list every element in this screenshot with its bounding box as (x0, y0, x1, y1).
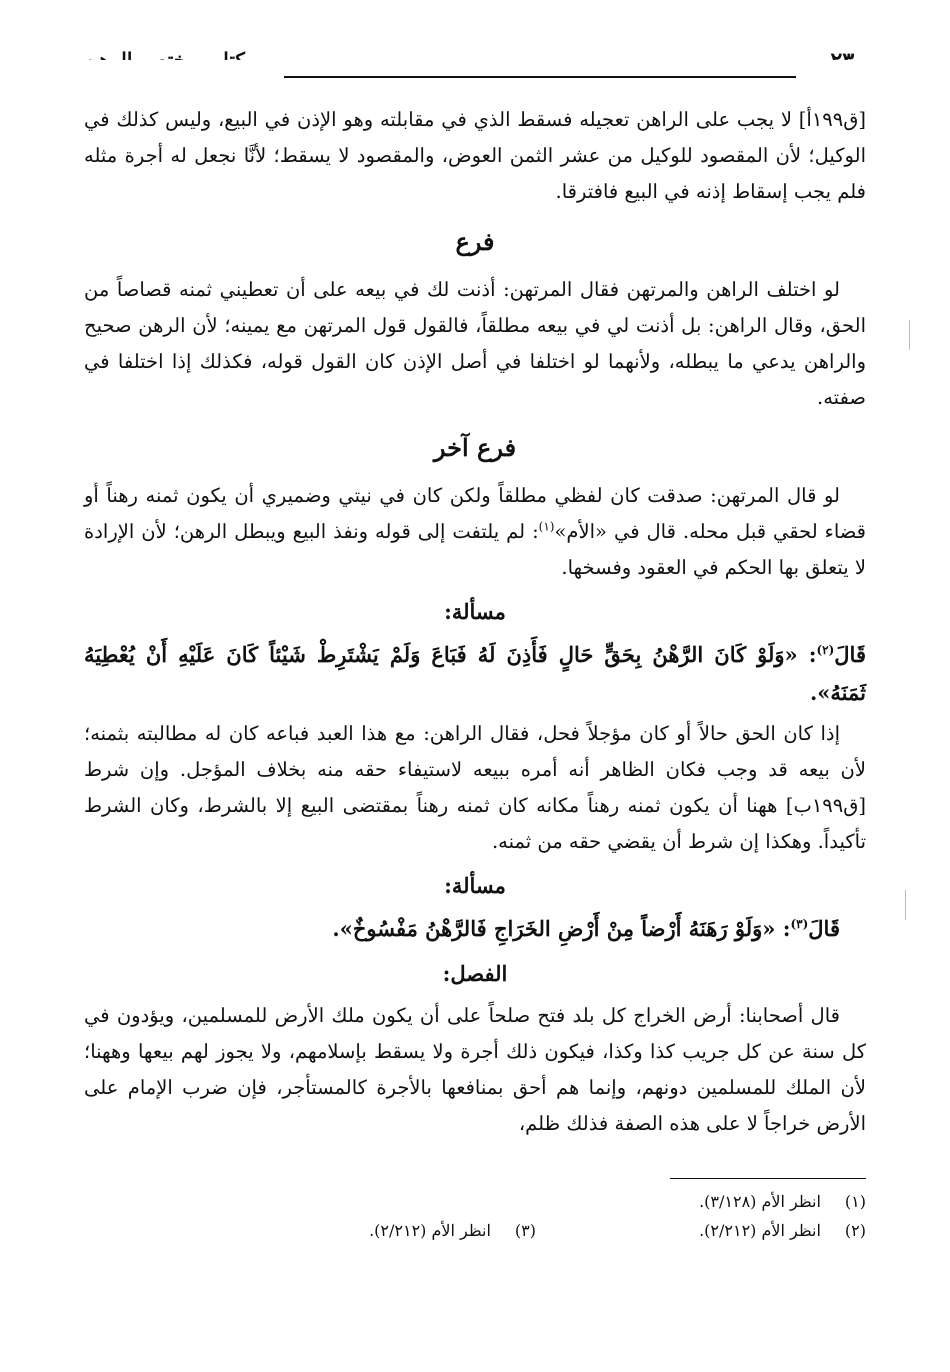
footnote-row-2 (84, 1216, 866, 1245)
footnote-3-text: انظر الأم (٢/٢١٢). (369, 1221, 491, 1240)
margin-mark (909, 320, 910, 350)
masala-heading-1: مسألة: (444, 599, 506, 624)
footnote-1-number: (١) (844, 1192, 866, 1211)
paragraph-4: إذا كان الحق حالاً أو كان مؤجلاً فحل، فقال الراهن: مع هذا العبد فباعه كان له مطالبته بثمنه؛ لأن بيعه قد وجب فكان الظاهر أنه أمره ببيعه لاستيفاء حقه منه بخلاف المؤجل. وإن شرط [ق١٩٩ب] ههنا أن يكون ثمنه رهناً مكانه كان ثمنه رهناً بمقتضى البيع إلا بالشرط، وكان الشرط تأكيداً. وهكذا إن شرط أن يقضي حقه من ثمنه. (84, 722, 866, 853)
paragraph-3-part-a: لو قال المرتهن: صدقت كان لفظي مطلقاً ولكن كان في نيتي وضميري أن يكون ثمنه رهناً أو قضاء لحقي قبل محله. قال في «الأم» (84, 484, 866, 543)
paragraph-5: قال أصحابنا: أرض الخراج كل بلد فتح صلحاً على أن يكون ملك الأرض للمسلمين، ويؤدون في كل سنة عن كل جريب كذا وكذا، فيكون ذلك أجرة ولا يسقط بإسلامهم، ولا يجوز لهم بيعها وههنا؛ لأن الملك للمسلمين دونهم، وإنما هم أحق بمنافعها بالأجرة كالمستأجر، فإن ضرب الإمام على الأرض خراجاً لا على هذه الصفة فذلك ظلم، (84, 1004, 866, 1135)
paragraph-3 (84, 478, 866, 586)
quote-2-text: : «وَلَوْ رَهَنَهُ أَرْضاً مِنْ أَرْضِ الخَرَاجِ فَالرَّهْنُ مَفْسُوخٌ». (332, 916, 791, 941)
footnote-separator (670, 1178, 866, 1179)
margin-mark (905, 890, 906, 920)
footnote-2-number: (٢) (844, 1221, 866, 1240)
footnote-3-number: (٣) (514, 1221, 536, 1240)
paragraph-2: لو اختلف الراهن والمرتهن فقال المرتهن: أذنت لك في بيعه على أن تعطيني ثمنه قصاصاً من الحق، وقال الراهن: بل أذنت لي في بيعه مطلقاً، فالقول قول المرتهن مع يمينه؛ لأن الرهن صحيح والراهن يدعي ما يبطله، ولأنهما لو اختلفا في أصل الإذن كان القول قوله، فكذلك إذا اختلفا في صفته. (84, 278, 866, 409)
quote-2-label: قَالَ (808, 916, 840, 941)
fasl-heading: الفصل: (442, 961, 508, 986)
running-header (84, 40, 866, 78)
footnote-ref-3: (٣) (790, 917, 809, 931)
quote-2 (84, 910, 866, 948)
footnote-1-text: انظر الأم (٣/١٢٨). (699, 1192, 821, 1211)
header-gap-left (84, 60, 284, 80)
footnote-ref-2: (٢) (816, 643, 835, 657)
quote-1-text: : «وَلَوْ كَانَ الرَّهْنُ بِحَقٍّ حَالٍ فَأَذِنَ لَهُ فَبَاعَ وَلَمْ يَشْتَرِطْ شَيْئاً كَانَ عَلَيْهِ أَنْ يُعْطِيَهُ ثَمَنَهُ». (84, 642, 866, 705)
footnote-2-text: انظر الأم (٢/٢١٢). (699, 1221, 821, 1240)
quote-1 (84, 636, 866, 712)
section-heading-far: فرع (455, 227, 495, 256)
paragraph-1: [ق١٩٩أ] لا يجب على الراهن تعجيله فسقط الذي في مقابلته وهو الإذن في البيع، وليس كذلك في الوكيل؛ لأن المقصود للوكيل من عشر الثمن العوض، والمقصود لا يسقط؛ لأنَّا نجعل له أجرة مثله فلم يجب إسقاط إذنه في البيع فافترقا. (84, 108, 866, 203)
paragraph-3-part-b: : لم يلتفت إلى قوله ونفذ البيع ويبطل الرهن؛ لأن الإرادة لا يتعلق بها الحكم في العقود وفسخها. (84, 520, 866, 579)
quote-1-label: قَالَ (834, 642, 866, 667)
section-heading-far-akhar: فرع آخر (433, 433, 517, 462)
footnote-1 (84, 1187, 866, 1216)
header-gap-right (796, 60, 866, 80)
masala-heading-2: مسألة: (444, 873, 506, 898)
footnote-ref-1: (١) (538, 519, 555, 534)
document-page (84, 40, 866, 1245)
